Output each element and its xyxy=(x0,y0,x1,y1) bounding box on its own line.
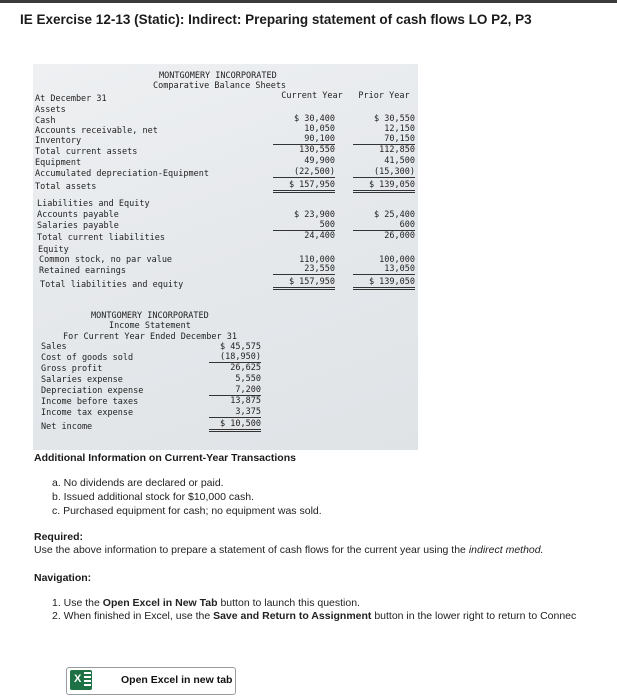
bs-row-label: Accumulated depreciation-Equipment xyxy=(35,169,209,179)
is-value: 3,375 xyxy=(209,407,261,418)
navigation-heading: Navigation: xyxy=(34,572,92,584)
is-value: 5,550 xyxy=(235,374,261,384)
step2-bold: Save and Return to Assignment xyxy=(213,610,372,622)
bs-col-prior: Prior Year xyxy=(358,91,410,101)
bs-cur-value: $ 23,900 xyxy=(294,210,335,220)
bs-row-label: Inventory xyxy=(35,136,82,146)
bs-prior-value: $ 139,050 xyxy=(353,277,415,290)
required-text-main: Use the above information to prepare a statement of cash flows for the current year using the xyxy=(34,544,469,556)
is-row-label: Depreciation expense xyxy=(41,386,144,396)
bs-row-label: Common stock, no par value xyxy=(39,255,173,265)
bs-cur-value: 10,050 xyxy=(304,124,335,134)
bs-prior-value: 100,000 xyxy=(379,255,415,265)
bs-cur-value: 500 xyxy=(273,220,335,231)
additional-item-b: b. Issued additional stock for $10,000 cash. xyxy=(52,491,254,503)
is-row-label: Gross profit xyxy=(41,364,103,374)
bs-cur-value: (22,500) xyxy=(273,167,335,178)
bs-date-label: At December 31 xyxy=(35,94,107,104)
is-row-label: Income tax expense xyxy=(41,408,134,418)
bs-row-label: Total current assets xyxy=(35,147,138,157)
bs-prior-value: 26,000 xyxy=(384,231,415,241)
bs-prior-value: 12,150 xyxy=(384,124,415,134)
bs-col-current: Current Year xyxy=(281,91,343,101)
bs-row-label: Total current liabilities xyxy=(37,233,165,243)
is-company: MONTGOMERY INCORPORATED xyxy=(91,311,209,321)
is-value: 26,625 xyxy=(230,363,261,373)
bs-row-label: Assets xyxy=(35,105,66,115)
is-period: For Current Year Ended December 31 xyxy=(63,332,237,342)
open-excel-label: Open Excel in new tab xyxy=(121,674,233,686)
bs-cur-value: 24,400 xyxy=(304,231,335,241)
open-excel-button[interactable] xyxy=(66,667,236,695)
bs-row-label: Equipment xyxy=(35,158,82,168)
is-row-label: Net income xyxy=(41,422,93,432)
bs-cur-value: $ 30,400 xyxy=(294,114,335,124)
bs-row-label: Liabilities and Equity xyxy=(37,199,150,209)
bs-prior-value: 112,850 xyxy=(379,145,415,155)
navigation-step-2 xyxy=(52,610,576,622)
bs-row-label: Total assets xyxy=(35,182,97,192)
bs-cur-value: 90,100 xyxy=(273,134,335,145)
additional-item-a: a. No dividends are declared or paid. xyxy=(52,477,224,489)
excel-icon: X xyxy=(70,670,92,690)
is-value: (18,950) xyxy=(209,352,261,363)
is-row-label: Sales xyxy=(41,342,67,352)
bs-cur-value: 110,000 xyxy=(299,255,335,265)
is-row-label: Income before taxes xyxy=(41,397,139,407)
bs-cur-value: $ 157,950 xyxy=(273,277,335,290)
page-title: IE Exercise 12-13 (Static): Indirect: Preparing statement of cash flows LO P2, P3 xyxy=(20,12,532,27)
bs-prior-value: $ 139,050 xyxy=(353,180,415,193)
is-value: 13,875 xyxy=(230,396,261,406)
bs-prior-value: $ 30,550 xyxy=(374,114,415,124)
bs-cur-value: 49,900 xyxy=(304,156,335,166)
is-row-label: Salaries expense xyxy=(41,375,123,385)
bs-prior-value: 41,500 xyxy=(384,156,415,166)
is-value: $ 45,575 xyxy=(220,342,261,352)
additional-heading: Additional Information on Current-Year Transactions xyxy=(34,452,296,464)
step1-prefix: 1. Use the xyxy=(52,597,103,609)
navigation-step-1 xyxy=(52,597,360,609)
bs-prior-value: 70,150 xyxy=(353,134,415,145)
bs-row-label: Accounts payable xyxy=(37,210,119,220)
step2-suffix: button in the lower right to return to Connec xyxy=(371,610,577,622)
is-value: $ 10,500 xyxy=(209,419,261,432)
step1-suffix: button to launch this question. xyxy=(217,597,360,609)
required-heading: Required: xyxy=(34,531,84,543)
step2-prefix: 2. When finished in Excel, use the xyxy=(52,610,214,622)
required-text xyxy=(34,544,544,556)
bs-row-label: Retained earnings xyxy=(39,266,126,276)
bs-row-label: Equity xyxy=(38,245,69,255)
bs-row-label: Accounts receivable, net xyxy=(35,126,158,136)
top-border xyxy=(0,0,617,3)
bs-prior-value: 13,050 xyxy=(353,264,415,275)
bs-prior-value: 600 xyxy=(353,220,415,231)
bs-cur-value: 130,550 xyxy=(299,145,335,155)
bs-row-label: Total liabilities and equity xyxy=(40,280,184,290)
required-text-emph: indirect method. xyxy=(468,544,544,556)
bs-row-label: Cash xyxy=(35,116,56,126)
is-subtitle: Income Statement xyxy=(109,321,191,331)
is-value: 7,200 xyxy=(209,385,261,396)
bs-prior-value: (15,300) xyxy=(353,167,415,178)
bs-cur-value: $ 157,950 xyxy=(273,180,335,193)
is-row-label: Cost of goods sold xyxy=(41,353,134,363)
step1-bold: Open Excel in New Tab xyxy=(102,597,218,609)
bs-prior-value: $ 25,400 xyxy=(374,210,415,220)
bs-cur-value: 23,550 xyxy=(273,264,335,275)
statements-photo xyxy=(33,64,418,450)
additional-item-c: c. Purchased equipment for cash; no equipment was sold. xyxy=(52,505,322,517)
bs-company: MONTGOMERY INCORPORATED xyxy=(159,71,277,81)
bs-subtitle: Comparative Balance Sheets xyxy=(153,81,287,91)
bs-row-label: Salaries payable xyxy=(37,221,119,231)
